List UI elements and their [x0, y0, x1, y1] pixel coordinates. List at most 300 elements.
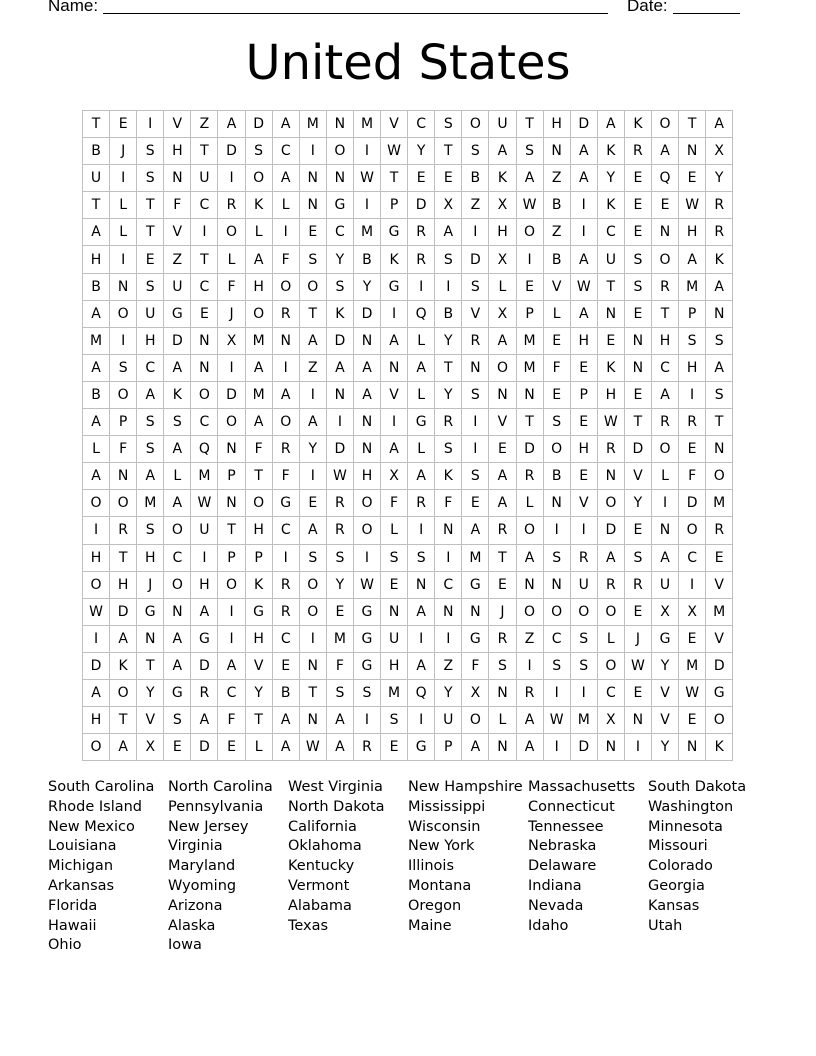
grid-cell[interactable]: R — [625, 138, 652, 165]
grid-cell[interactable]: W — [300, 734, 327, 761]
grid-cell[interactable]: N — [489, 680, 516, 707]
grid-cell[interactable]: D — [191, 734, 218, 761]
grid-cell[interactable]: A — [679, 246, 706, 273]
grid-cell[interactable]: C — [598, 680, 625, 707]
grid-cell[interactable]: I — [408, 517, 435, 544]
grid-cell[interactable]: R — [706, 517, 733, 544]
grid-cell[interactable]: A — [300, 328, 327, 355]
grid-cell[interactable]: N — [354, 328, 381, 355]
grid-cell[interactable]: L — [489, 274, 516, 301]
grid-cell[interactable]: X — [652, 599, 679, 626]
grid-cell[interactable]: O — [110, 490, 137, 517]
grid-cell[interactable]: A — [137, 382, 164, 409]
grid-cell[interactable]: M — [354, 219, 381, 246]
grid-cell[interactable]: N — [381, 599, 408, 626]
grid-cell[interactable]: X — [679, 599, 706, 626]
grid-cell[interactable]: L — [83, 436, 110, 463]
grid-cell[interactable]: E — [679, 165, 706, 192]
grid-cell[interactable]: K — [327, 301, 354, 328]
grid-cell[interactable]: E — [191, 301, 218, 328]
grid-cell[interactable]: A — [164, 653, 191, 680]
grid-cell[interactable]: D — [327, 328, 354, 355]
grid-cell[interactable]: S — [381, 707, 408, 734]
grid-cell[interactable]: A — [652, 138, 679, 165]
grid-cell[interactable]: N — [435, 517, 462, 544]
grid-cell[interactable]: S — [489, 653, 516, 680]
grid-cell[interactable]: D — [408, 192, 435, 219]
grid-cell[interactable]: H — [246, 626, 273, 653]
grid-cell[interactable]: O — [273, 409, 300, 436]
grid-cell[interactable]: O — [354, 517, 381, 544]
grid-cell[interactable]: O — [462, 707, 489, 734]
grid-cell[interactable]: G — [354, 653, 381, 680]
grid-cell[interactable]: S — [137, 517, 164, 544]
grid-cell[interactable]: T — [652, 301, 679, 328]
grid-cell[interactable]: S — [381, 545, 408, 572]
grid-cell[interactable]: S — [300, 246, 327, 273]
grid-cell[interactable]: D — [571, 734, 598, 761]
grid-cell[interactable]: E — [489, 436, 516, 463]
grid-cell[interactable]: T — [83, 192, 110, 219]
grid-cell[interactable]: R — [652, 409, 679, 436]
grid-cell[interactable]: S — [408, 545, 435, 572]
grid-cell[interactable]: R — [598, 572, 625, 599]
grid-cell[interactable]: R — [706, 192, 733, 219]
grid-cell[interactable]: Y — [435, 328, 462, 355]
grid-cell[interactable]: D — [462, 246, 489, 273]
grid-cell[interactable]: G — [164, 301, 191, 328]
grid-cell[interactable]: L — [544, 301, 571, 328]
grid-cell[interactable]: E — [625, 382, 652, 409]
grid-cell[interactable]: A — [191, 707, 218, 734]
grid-cell[interactable]: O — [517, 517, 544, 544]
grid-cell[interactable]: I — [544, 734, 571, 761]
grid-cell[interactable]: W — [517, 192, 544, 219]
grid-cell[interactable]: M — [83, 328, 110, 355]
grid-cell[interactable]: R — [706, 219, 733, 246]
grid-cell[interactable]: B — [83, 138, 110, 165]
grid-cell[interactable]: S — [544, 409, 571, 436]
grid-cell[interactable]: F — [679, 463, 706, 490]
grid-cell[interactable]: O — [327, 138, 354, 165]
grid-cell[interactable]: A — [571, 246, 598, 273]
grid-cell[interactable]: O — [517, 599, 544, 626]
grid-cell[interactable]: R — [408, 246, 435, 273]
grid-cell[interactable]: D — [327, 436, 354, 463]
grid-cell[interactable]: B — [273, 680, 300, 707]
grid-cell[interactable]: L — [273, 192, 300, 219]
grid-cell[interactable]: U — [164, 274, 191, 301]
grid-cell[interactable]: O — [544, 599, 571, 626]
grid-cell[interactable]: Z — [544, 219, 571, 246]
grid-cell[interactable]: I — [544, 680, 571, 707]
grid-cell[interactable]: G — [408, 734, 435, 761]
grid-cell[interactable]: I — [571, 517, 598, 544]
grid-cell[interactable]: W — [679, 192, 706, 219]
grid-cell[interactable]: Y — [408, 138, 435, 165]
grid-cell[interactable]: R — [218, 192, 245, 219]
grid-cell[interactable]: N — [598, 463, 625, 490]
grid-cell[interactable]: G — [246, 599, 273, 626]
grid-cell[interactable]: B — [83, 274, 110, 301]
grid-cell[interactable]: N — [381, 355, 408, 382]
grid-cell[interactable]: A — [571, 165, 598, 192]
grid-cell[interactable]: Q — [408, 680, 435, 707]
grid-cell[interactable]: T — [598, 274, 625, 301]
grid-cell[interactable]: R — [489, 626, 516, 653]
grid-cell[interactable]: M — [679, 653, 706, 680]
grid-cell[interactable]: N — [652, 219, 679, 246]
grid-cell[interactable]: V — [652, 680, 679, 707]
grid-cell[interactable]: N — [598, 301, 625, 328]
grid-cell[interactable]: O — [598, 490, 625, 517]
grid-cell[interactable]: E — [625, 517, 652, 544]
grid-cell[interactable]: A — [164, 490, 191, 517]
grid-cell[interactable]: I — [544, 517, 571, 544]
grid-cell[interactable]: F — [218, 707, 245, 734]
grid-cell[interactable]: L — [218, 246, 245, 273]
grid-cell[interactable]: A — [110, 734, 137, 761]
grid-cell[interactable]: I — [517, 653, 544, 680]
grid-cell[interactable]: O — [354, 490, 381, 517]
grid-cell[interactable]: S — [435, 246, 462, 273]
grid-cell[interactable]: A — [517, 545, 544, 572]
grid-cell[interactable]: P — [218, 545, 245, 572]
grid-cell[interactable]: C — [273, 138, 300, 165]
grid-cell[interactable]: S — [327, 274, 354, 301]
grid-cell[interactable]: A — [218, 111, 245, 138]
grid-cell[interactable]: G — [381, 274, 408, 301]
grid-cell[interactable]: R — [327, 517, 354, 544]
grid-cell[interactable]: G — [164, 680, 191, 707]
grid-cell[interactable]: T — [110, 707, 137, 734]
grid-cell[interactable]: D — [517, 436, 544, 463]
grid-cell[interactable]: Z — [462, 192, 489, 219]
grid-cell[interactable]: R — [652, 274, 679, 301]
grid-cell[interactable]: K — [489, 165, 516, 192]
grid-cell[interactable]: H — [110, 572, 137, 599]
grid-cell[interactable]: E — [598, 328, 625, 355]
grid-cell[interactable]: D — [218, 138, 245, 165]
grid-cell[interactable]: I — [300, 626, 327, 653]
grid-cell[interactable]: I — [327, 409, 354, 436]
grid-cell[interactable]: C — [435, 572, 462, 599]
grid-cell[interactable]: A — [273, 111, 300, 138]
grid-cell[interactable]: A — [517, 707, 544, 734]
grid-cell[interactable]: Z — [544, 165, 571, 192]
grid-cell[interactable]: A — [300, 409, 327, 436]
grid-cell[interactable]: E — [381, 734, 408, 761]
grid-cell[interactable]: E — [408, 165, 435, 192]
grid-cell[interactable]: L — [489, 707, 516, 734]
grid-cell[interactable]: Z — [300, 355, 327, 382]
grid-cell[interactable]: H — [83, 707, 110, 734]
grid-cell[interactable]: R — [517, 463, 544, 490]
grid-cell[interactable]: Y — [706, 165, 733, 192]
grid-cell[interactable]: F — [544, 355, 571, 382]
grid-cell[interactable]: J — [137, 572, 164, 599]
grid-cell[interactable]: G — [354, 599, 381, 626]
grid-cell[interactable]: A — [598, 545, 625, 572]
grid-cell[interactable]: G — [381, 219, 408, 246]
grid-cell[interactable]: X — [462, 680, 489, 707]
grid-cell[interactable]: C — [273, 517, 300, 544]
grid-cell[interactable]: Y — [137, 680, 164, 707]
grid-cell[interactable]: M — [517, 328, 544, 355]
grid-cell[interactable]: J — [489, 599, 516, 626]
grid-cell[interactable]: O — [300, 599, 327, 626]
grid-cell[interactable]: L — [110, 219, 137, 246]
grid-cell[interactable]: Z — [517, 626, 544, 653]
grid-cell[interactable]: N — [679, 734, 706, 761]
grid-cell[interactable]: L — [408, 382, 435, 409]
grid-cell[interactable]: T — [300, 680, 327, 707]
grid-cell[interactable]: P — [246, 545, 273, 572]
grid-cell[interactable]: G — [137, 599, 164, 626]
grid-cell[interactable]: N — [679, 138, 706, 165]
grid-cell[interactable]: U — [83, 165, 110, 192]
grid-cell[interactable]: E — [300, 490, 327, 517]
grid-cell[interactable]: E — [625, 599, 652, 626]
grid-cell[interactable]: T — [300, 301, 327, 328]
grid-cell[interactable]: E — [517, 274, 544, 301]
grid-cell[interactable]: N — [273, 328, 300, 355]
grid-cell[interactable]: L — [164, 463, 191, 490]
grid-cell[interactable]: E — [273, 653, 300, 680]
grid-cell[interactable]: M — [679, 274, 706, 301]
grid-cell[interactable]: Y — [625, 490, 652, 517]
grid-cell[interactable]: D — [625, 436, 652, 463]
grid-cell[interactable]: I — [354, 192, 381, 219]
grid-cell[interactable]: A — [327, 707, 354, 734]
grid-cell[interactable]: I — [300, 463, 327, 490]
grid-cell[interactable]: A — [652, 545, 679, 572]
grid-cell[interactable]: X — [489, 192, 516, 219]
grid-cell[interactable]: A — [246, 409, 273, 436]
grid-cell[interactable]: V — [381, 382, 408, 409]
grid-cell[interactable]: E — [300, 219, 327, 246]
grid-cell[interactable]: A — [300, 517, 327, 544]
grid-cell[interactable]: U — [652, 572, 679, 599]
grid-cell[interactable]: E — [652, 192, 679, 219]
grid-cell[interactable]: H — [83, 545, 110, 572]
grid-cell[interactable]: B — [354, 246, 381, 273]
grid-cell[interactable]: V — [706, 626, 733, 653]
grid-cell[interactable]: F — [110, 436, 137, 463]
grid-cell[interactable]: M — [517, 355, 544, 382]
grid-cell[interactable]: A — [381, 328, 408, 355]
grid-cell[interactable]: K — [625, 111, 652, 138]
grid-cell[interactable]: E — [462, 490, 489, 517]
grid-cell[interactable]: A — [408, 653, 435, 680]
grid-cell[interactable]: Y — [327, 246, 354, 273]
grid-cell[interactable]: S — [435, 111, 462, 138]
grid-cell[interactable]: E — [679, 626, 706, 653]
grid-cell[interactable]: W — [191, 490, 218, 517]
grid-cell[interactable]: N — [327, 382, 354, 409]
grid-cell[interactable]: B — [544, 192, 571, 219]
grid-cell[interactable]: E — [137, 246, 164, 273]
grid-cell[interactable]: I — [625, 734, 652, 761]
grid-cell[interactable]: W — [625, 653, 652, 680]
grid-cell[interactable]: V — [489, 409, 516, 436]
grid-cell[interactable]: T — [246, 463, 273, 490]
grid-cell[interactable]: T — [246, 707, 273, 734]
grid-cell[interactable]: A — [327, 734, 354, 761]
grid-cell[interactable]: J — [218, 301, 245, 328]
grid-cell[interactable]: I — [679, 382, 706, 409]
grid-cell[interactable]: W — [544, 707, 571, 734]
grid-cell[interactable]: X — [137, 734, 164, 761]
grid-cell[interactable]: H — [571, 436, 598, 463]
grid-cell[interactable]: A — [598, 111, 625, 138]
grid-cell[interactable]: Y — [246, 680, 273, 707]
grid-cell[interactable]: A — [110, 626, 137, 653]
grid-cell[interactable]: U — [598, 246, 625, 273]
grid-cell[interactable]: M — [137, 490, 164, 517]
grid-cell[interactable]: R — [273, 599, 300, 626]
name-blank-line[interactable] — [103, 13, 608, 14]
grid-cell[interactable]: I — [462, 409, 489, 436]
grid-cell[interactable]: O — [598, 653, 625, 680]
grid-cell[interactable]: U — [191, 165, 218, 192]
grid-cell[interactable]: K — [435, 463, 462, 490]
grid-cell[interactable]: M — [354, 111, 381, 138]
grid-cell[interactable]: E — [625, 219, 652, 246]
grid-cell[interactable]: A — [706, 274, 733, 301]
grid-cell[interactable]: A — [273, 734, 300, 761]
grid-cell[interactable]: I — [517, 246, 544, 273]
grid-cell[interactable]: A — [327, 355, 354, 382]
grid-cell[interactable]: N — [218, 490, 245, 517]
grid-cell[interactable]: H — [679, 219, 706, 246]
grid-cell[interactable]: O — [706, 463, 733, 490]
grid-cell[interactable]: H — [489, 219, 516, 246]
grid-cell[interactable]: D — [164, 328, 191, 355]
grid-cell[interactable]: T — [706, 409, 733, 436]
grid-cell[interactable]: R — [273, 301, 300, 328]
grid-cell[interactable]: L — [246, 734, 273, 761]
grid-cell[interactable]: N — [327, 111, 354, 138]
grid-cell[interactable]: O — [218, 572, 245, 599]
grid-cell[interactable]: R — [435, 409, 462, 436]
grid-cell[interactable]: O — [246, 490, 273, 517]
grid-cell[interactable]: R — [354, 734, 381, 761]
grid-cell[interactable]: A — [462, 734, 489, 761]
grid-cell[interactable]: I — [110, 165, 137, 192]
grid-cell[interactable]: N — [489, 382, 516, 409]
grid-cell[interactable]: A — [273, 382, 300, 409]
grid-cell[interactable]: V — [164, 219, 191, 246]
grid-cell[interactable]: T — [679, 111, 706, 138]
grid-cell[interactable]: I — [218, 599, 245, 626]
grid-cell[interactable]: Y — [354, 274, 381, 301]
grid-cell[interactable]: P — [110, 409, 137, 436]
grid-cell[interactable]: A — [273, 707, 300, 734]
grid-cell[interactable]: F — [164, 192, 191, 219]
grid-cell[interactable]: U — [571, 572, 598, 599]
grid-cell[interactable]: V — [625, 463, 652, 490]
grid-cell[interactable]: I — [408, 707, 435, 734]
grid-cell[interactable]: I — [300, 382, 327, 409]
grid-cell[interactable]: G — [191, 626, 218, 653]
grid-cell[interactable]: N — [110, 274, 137, 301]
grid-cell[interactable]: O — [83, 734, 110, 761]
grid-cell[interactable]: N — [625, 355, 652, 382]
grid-cell[interactable]: V — [462, 301, 489, 328]
grid-cell[interactable]: H — [571, 328, 598, 355]
grid-cell[interactable]: N — [300, 653, 327, 680]
grid-cell[interactable]: A — [164, 626, 191, 653]
grid-cell[interactable]: U — [137, 301, 164, 328]
grid-cell[interactable]: R — [110, 517, 137, 544]
grid-cell[interactable]: E — [571, 409, 598, 436]
grid-cell[interactable]: O — [218, 409, 245, 436]
grid-cell[interactable]: A — [83, 463, 110, 490]
grid-cell[interactable]: I — [435, 545, 462, 572]
grid-cell[interactable]: G — [408, 409, 435, 436]
grid-cell[interactable]: A — [435, 219, 462, 246]
grid-cell[interactable]: M — [246, 382, 273, 409]
grid-cell[interactable]: N — [706, 436, 733, 463]
grid-cell[interactable]: R — [273, 436, 300, 463]
grid-cell[interactable]: M — [462, 545, 489, 572]
grid-cell[interactable]: O — [706, 707, 733, 734]
grid-cell[interactable]: A — [354, 382, 381, 409]
grid-cell[interactable]: R — [462, 328, 489, 355]
grid-cell[interactable]: S — [706, 382, 733, 409]
grid-cell[interactable]: N — [327, 165, 354, 192]
grid-cell[interactable]: O — [462, 111, 489, 138]
grid-cell[interactable]: S — [137, 274, 164, 301]
grid-cell[interactable]: S — [137, 165, 164, 192]
grid-cell[interactable]: E — [706, 545, 733, 572]
grid-cell[interactable]: O — [652, 436, 679, 463]
grid-cell[interactable]: Y — [652, 653, 679, 680]
grid-cell[interactable]: S — [625, 545, 652, 572]
grid-cell[interactable]: I — [408, 626, 435, 653]
grid-cell[interactable]: R — [571, 545, 598, 572]
grid-cell[interactable]: X — [489, 246, 516, 273]
grid-cell[interactable]: S — [571, 653, 598, 680]
grid-cell[interactable]: A — [706, 355, 733, 382]
grid-cell[interactable]: T — [218, 517, 245, 544]
grid-cell[interactable]: L — [598, 626, 625, 653]
grid-cell[interactable]: I — [83, 626, 110, 653]
grid-cell[interactable]: I — [191, 545, 218, 572]
grid-cell[interactable]: I — [354, 138, 381, 165]
grid-cell[interactable]: N — [164, 165, 191, 192]
grid-cell[interactable]: N — [137, 626, 164, 653]
grid-cell[interactable]: N — [300, 707, 327, 734]
grid-cell[interactable]: O — [652, 111, 679, 138]
grid-cell[interactable]: T — [517, 111, 544, 138]
grid-cell[interactable]: E — [625, 301, 652, 328]
date-blank-line[interactable] — [673, 13, 740, 14]
grid-cell[interactable]: K — [246, 192, 273, 219]
grid-cell[interactable]: X — [489, 301, 516, 328]
grid-cell[interactable]: T — [435, 355, 462, 382]
grid-cell[interactable]: I — [273, 219, 300, 246]
grid-cell[interactable]: T — [435, 138, 462, 165]
grid-cell[interactable]: D — [191, 653, 218, 680]
grid-cell[interactable]: E — [544, 382, 571, 409]
grid-cell[interactable]: T — [110, 545, 137, 572]
grid-cell[interactable]: A — [246, 246, 273, 273]
grid-cell[interactable]: I — [435, 626, 462, 653]
grid-cell[interactable]: H — [164, 138, 191, 165]
grid-cell[interactable]: W — [354, 165, 381, 192]
